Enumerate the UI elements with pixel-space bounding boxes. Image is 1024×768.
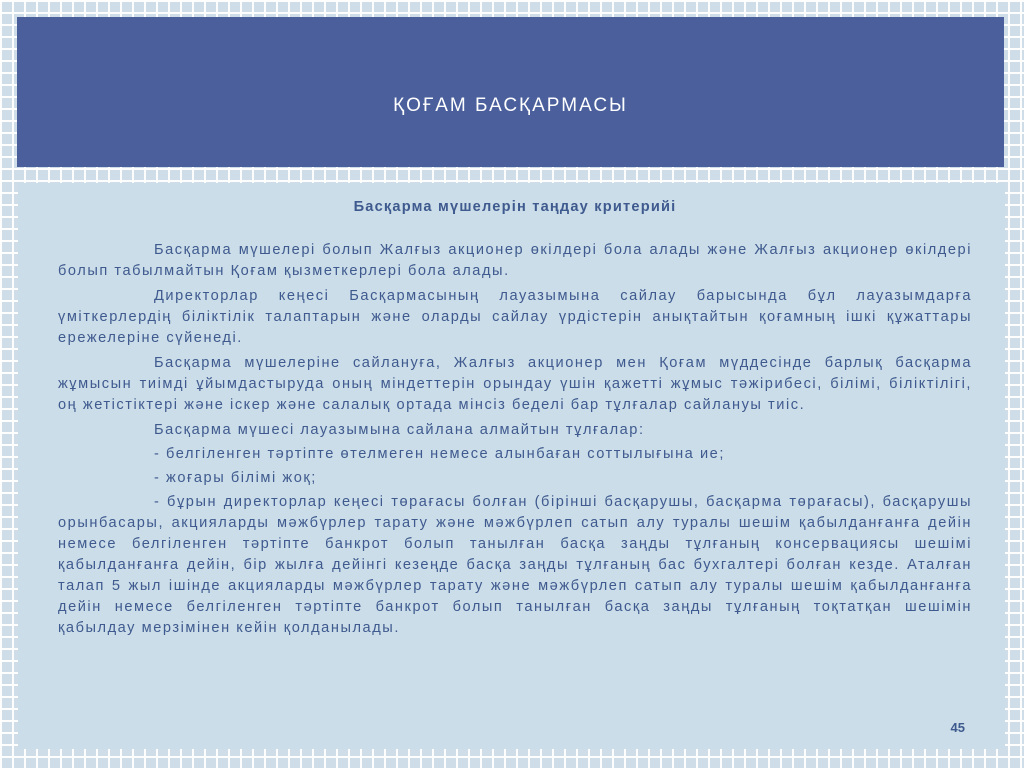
list-item-former-executive: - бұрын директорлар кеңесі төрағасы болған (бірінші басқарушы, басқарма төрағасы), басқарушы орынбасары, акцияларды мәжбүрлер тарату және мәжбүрлеп сатып алу туралы шешім қабылданғанға дейін немесе белгіленген тәртіпте банкрот болып танылған басқа заңды тұлғаның консервациясы шешімі қабылданғанға дейін, бір жылға дейінгі кезеңде басқа заңды тұлғаның бас бухгалтері болған кезде. Аталған талап 5 жыл ішінде акцияларды мәжбүрлер тарату және мәжбүрлеп сатып алу туралы шешім қабылданғанға дейін немесе белгіленген тәртіпте банкрот болып танылған басқа заңды тұлғаның тоқтатқан шешімін қабылдау мерзімінен кейін қолданылады. bbox=[58, 494, 972, 636]
title-band bbox=[17, 17, 1004, 167]
slide-title: ҚОҒАМ БАСҚАРМАСЫ bbox=[393, 95, 628, 116]
content-body bbox=[58, 197, 972, 643]
paragraph-ineligible-heading: Басқарма мүшесі лауазымына сайлана алмайтын тұлғалар: bbox=[154, 422, 645, 438]
list-item-no-higher-education: - жоғары білімі жоқ; bbox=[154, 470, 317, 486]
page-number: 45 bbox=[950, 720, 965, 735]
paragraph-board-election-rules: Директорлар кеңесі Басқармасының лауазымына сайлау барысында бұл лауазымдарға үміткерлердің біліктілік талаптарын және оларды сайлау үрдістерін анықтайтын қоғамның ішкі құжаттары ережелеріне сүйенеді. bbox=[58, 288, 972, 346]
paragraph-members-eligibility: Басқарма мүшелері болып Жалғыз акционер өкілдері бола алады және Жалғыз акционер өкілдері болып табылмайтын Қоғам қызметкерлері бола алады. bbox=[58, 242, 972, 279]
list-item-criminal-record: - белгіленген тәртіпте өтелмеген немесе алынбаған соттылығына ие; bbox=[154, 446, 725, 462]
slide-subtitle: Басқарма мүшелерін таңдау критерийі bbox=[353, 199, 677, 215]
content-panel bbox=[18, 183, 1005, 749]
paragraph-candidate-requirements: Басқарма мүшелеріне сайлануға, Жалғыз акционер мен Қоғам мүддесінде барлық басқарма жұмысын тиімді ұйымдастыруда оның міндеттерін орындау үшін қажетті жұмыс тәжірибесі, білімі, біліктілігі, оң жетістіктері және іскер және салалық ортада мінсіз беделі бар тұлғалар сайлануы тиіс. bbox=[58, 355, 972, 413]
